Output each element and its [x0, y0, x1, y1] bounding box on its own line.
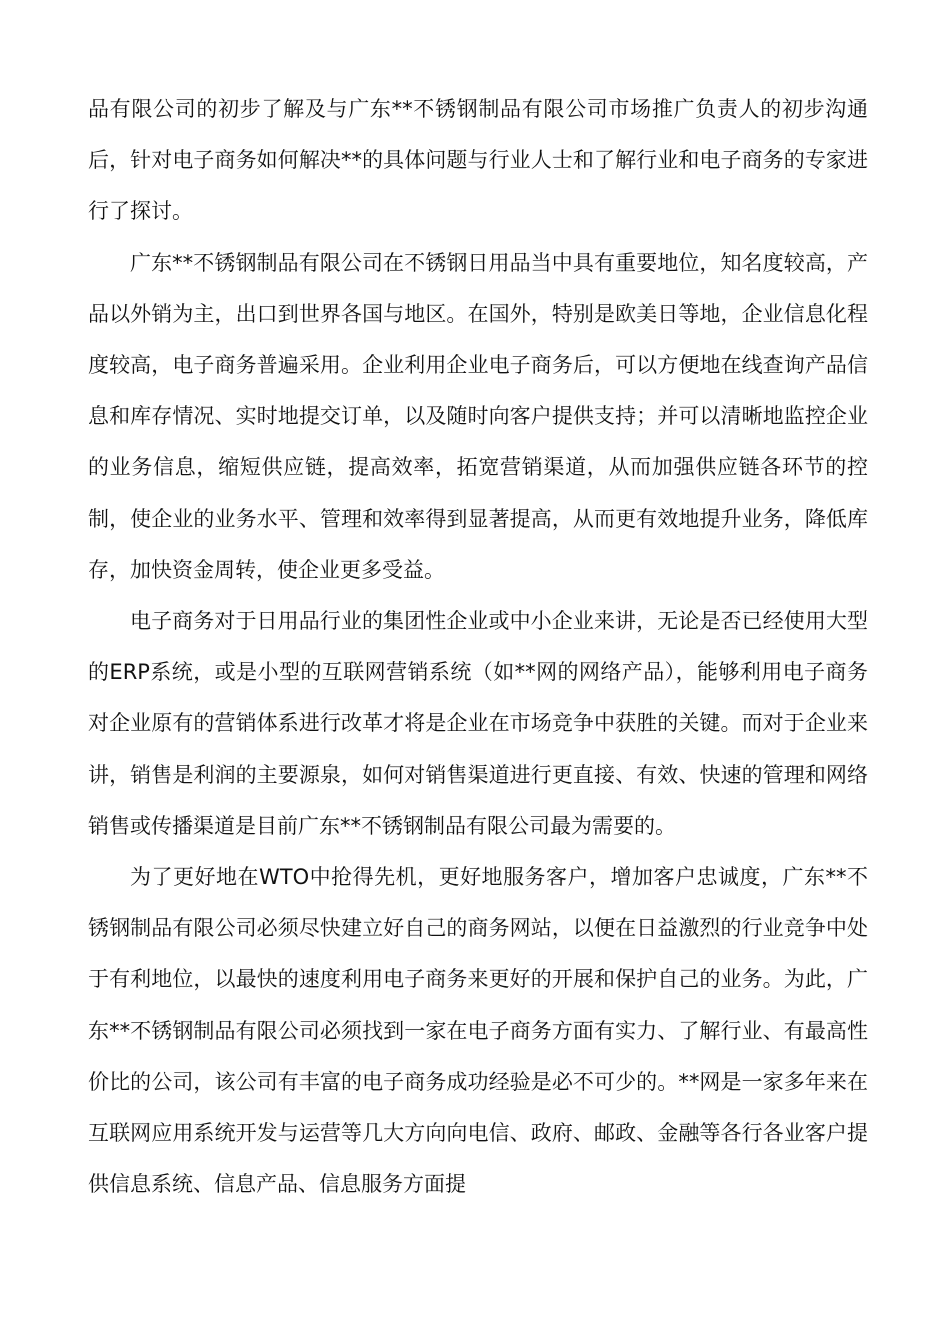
paragraph-company-background: 广东**不锈钢制品有限公司在不锈钢日用品当中具有重要地位，知名度较高，产品以外销为主，出口到世界各国与地区。在国外，特别是欧美日等地，企业信息化程度较高，电子商务普遍采用。企业利用企业电子商务后，可以方便地在线查询产品信息和库存情况、实时地提交订单，以及随时向客户提供支持；并可以清晰地监控企业的业务信息，缩短供应链，提高效率，拓宽营销渠道，从而加强供应链各环节的控制，使企业的业务水平、管理和效率得到显著提高，从而更有效地提升业务，降低库存，加快资金周转，使企业更多受益。: [88, 250, 868, 582]
paragraph-ecommerce-importance: 电子商务对于日用品行业的集团性企业或中小企业来讲，无论是否已经使用大型的ERP系统，或是小型的互联网营销系统（如**网的网络产品），能够利用电子商务对企业原有的营销体系进行改革才将是企业在市场竞争中获胜的关键。而对于企业来讲，销售是利润的主要源泉，如何对销售渠道进行更直接、有效、快速的管理和网络销售或传播渠道是目前广东**不锈钢制品有限公司最为需要的。: [88, 609, 868, 838]
paragraph-wto-website: 为了更好地在WTO中抢得先机，更好地服务客户，增加客户忠诚度，广东**不锈钢制品有限公司必须尽快建立好自己的商务网站，以便在日益激烈的行业竞争中处于有利地位，以最快的速度利用电子商务来更好的开展和保护自己的业务。为此，广东**不锈钢制品有限公司必须找到一家在电子商务方面有实力、了解行业、有最高性价比的公司，该公司有丰富的电子商务成功经验是必不可少的。**网是一家多年来在互联网应用系统开发与运营等几大方向向电信、政府、邮政、金融等各行各业客户提供信息系统、信息产品、信息服务方面提: [88, 865, 868, 1197]
document-body: [88, 84, 868, 1210]
paragraph-continuation: 品有限公司的初步了解及与广东**不锈钢制品有限公司市场推广负责人的初步沟通后，针对电子商务如何解决**的具体问题与行业人士和了解行业和电子商务的专家进行了探讨。: [88, 97, 868, 224]
